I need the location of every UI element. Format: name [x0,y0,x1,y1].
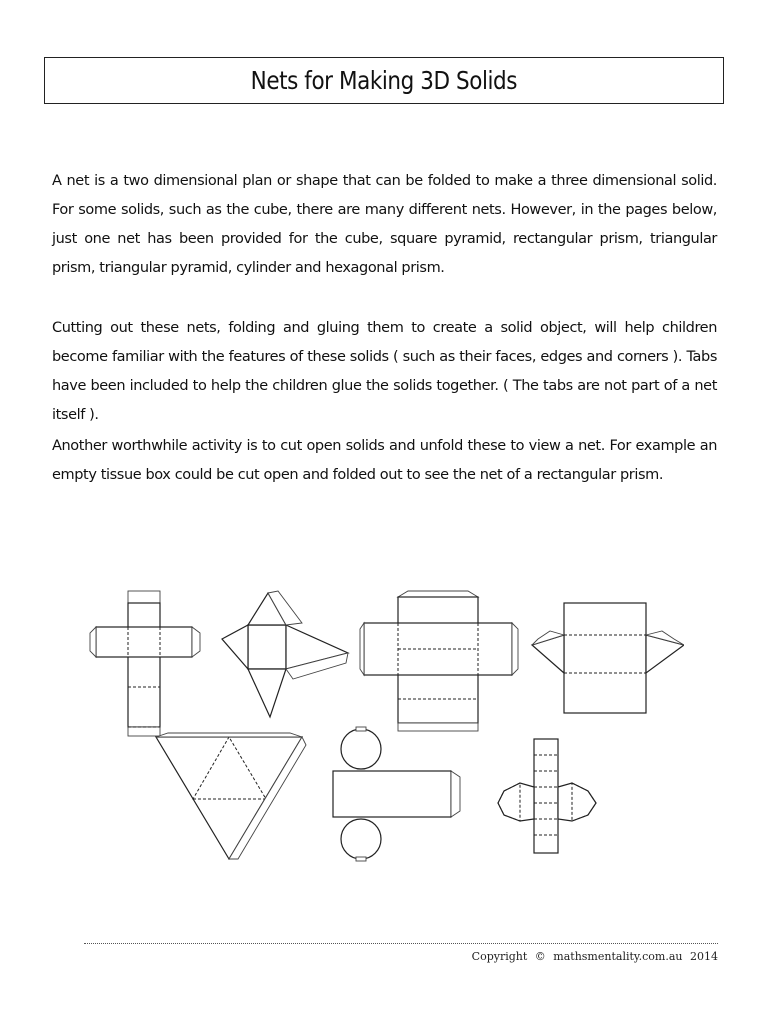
page-title: Nets for Making 3D Solids [250,66,518,95]
copyright-symbol: © [534,950,546,963]
triangular-pyramid-net [156,733,306,859]
footer-divider [84,943,718,944]
footer-copyright [468,950,718,963]
paragraph-cutting: Cutting out these nets, folding and gluing them to create a solid object, will help children become familiar with the features of these solids ( such as their faces, edges and corners ). Tabs have been included to help the children glue the solids together. ( The tabs are not part of a net itself ). [52,320,717,423]
hexagonal-prism-net [498,739,596,853]
cylinder-net [333,727,460,861]
square-pyramid-net [222,591,348,717]
copyright-site: mathsmentality.com.au [553,950,683,963]
copyright-year: 2014 [690,950,718,963]
cube-net [90,591,200,736]
triangular-prism-net [532,603,684,713]
copyright-label: Copyright [471,950,528,963]
rectangular-prism-net [360,591,518,731]
paragraph-intro: A net is a two dimensional plan or shape that can be folded to make a three dimensional solid. For some solids, such as the cube, there are many different nets. However, in the pages below, just one net has been provided for the cube, square pyramid, rectangular prism, triangular prism, triangular pyramid, cylinder and hexagonal prism. [52,173,717,276]
nets-illustration [88,583,684,865]
paragraph-activity: Another worthwhile activity is to cut open solids and unfold these to view a net. For example an empty tissue box could be cut open and folded out to see the net of a rectangular prism. [52,438,717,483]
title-box [44,57,724,104]
